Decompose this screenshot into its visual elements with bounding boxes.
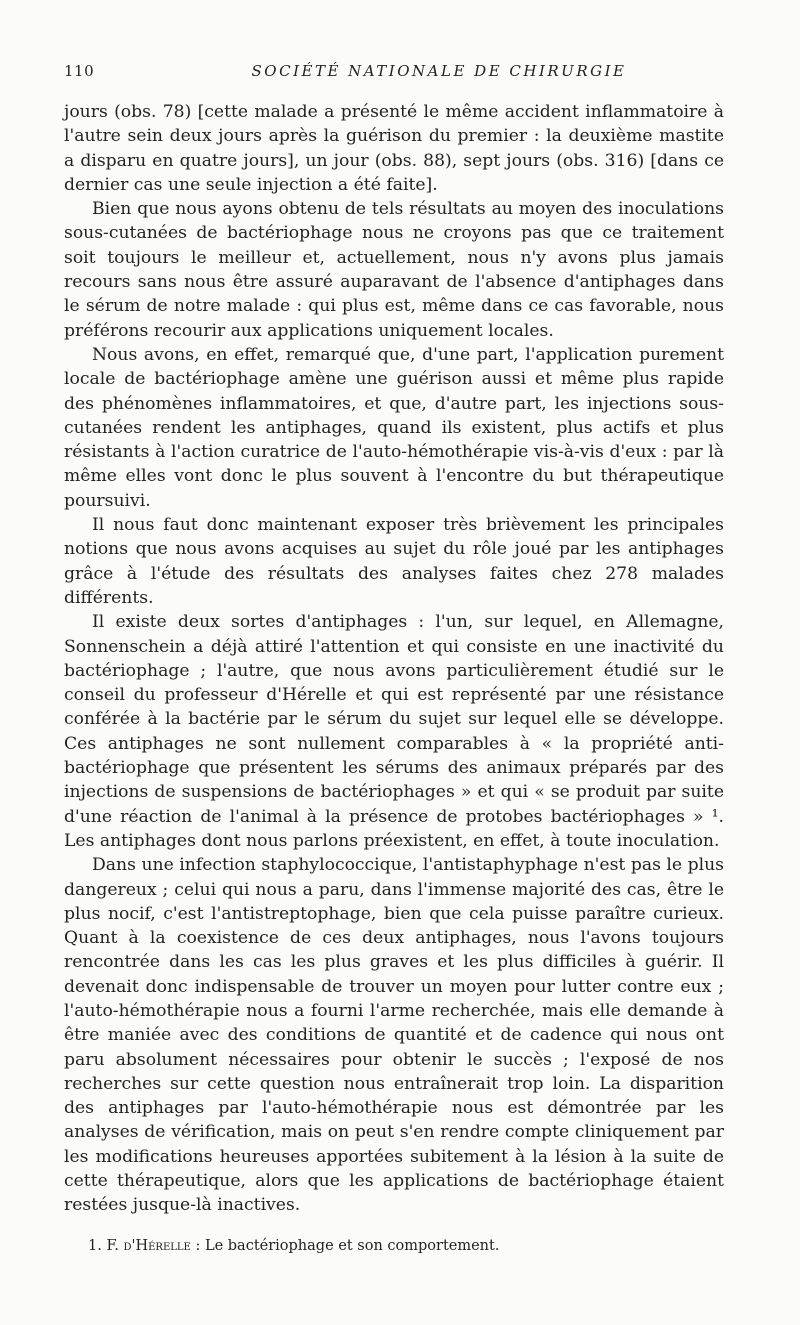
- footnote-author-name: d'Hérelle: [123, 1238, 191, 1254]
- paragraph: Nous avons, en effet, remarqué que, d'une part, l'application purement locale de bactériophage amène une guérison aussi et même plus rapide des phénomènes inflammatoires, et que, d'autre part, les injections sous-cutanées rendent les antiphages, quand ils existent, plus actifs et plus résistants à l'action curatrice de l'auto-hémothérapie vis-à-vis d'eux : par là même elles vont donc le plus souvent à l'encontre du but thérapeutique poursuivi.: [64, 344, 724, 511]
- paragraph: Il nous faut donc maintenant exposer très brièvement les principales notions que nous avons acquises au sujet du rôle joué par les antiphages grâce à l'étude des résultats des analyses faites chez 278 malades différents.: [64, 515, 724, 608]
- body-text: [64, 100, 724, 1218]
- paragraph-continuation: jours (obs. 78) [cette malade a présenté le même accident inflammatoire à l'autre sein deux jours après la guérison du premier : la deuxième mastite a disparu en quatre jours], un jour (obs. 88), sept jours (obs. 316) [dans ce dernier cas une seule injection a été faite].: [64, 102, 724, 195]
- footnote-author-initial: F.: [106, 1238, 119, 1254]
- footnote-separator: :: [195, 1238, 201, 1254]
- paragraph: Bien que nous ayons obtenu de tels résultats au moyen des inoculations sous-cutanées de bactériophage nous ne croyons pas que ce traitement soit toujours le meilleur et, actuellement, nous n'y avons plus jamais recours sans nous être assuré auparavant de l'absence d'antiphages dans le sérum de notre malade : qui plus est, même dans ce cas favorable, nous préférons recourir aux applications uniquement locales.: [64, 199, 724, 341]
- footnote: [88, 1236, 728, 1256]
- paragraph: Dans une infection staphylococcique, l'antistaphyphage n'est pas le plus dangereux ; celui qui nous a paru, dans l'immense majorité des cas, être le plus nocif, c'est l'antistreptophage, bien que cela puisse paraître curieux. Quant à la coexistence de ces deux antiphages, nous l'avons toujours rencontrée dans les cas les plus graves et les plus difficiles à guérir. Il devenait donc indispensable de trouver un moyen pour lutter contre eux ; l'auto-hémothérapie nous a fourni l'arme recherchée, mais elle demande à être maniée avec des conditions de quantité et de cadence qui nous ont paru absolument nécessaires pour obtenir le succès ; l'exposé de nos recherches sur cette question nous entraînerait trop loin. La disparition des antiphages par l'auto-hémothérapie nous est démontrée par les analyses de vérification, mais on peut s'en rendre compte cliniquement par les modifications heureuses apportées subitement à la lésion à la suite de cette thérapeutique, alors que les applications de bactériophage étaient restées jusque-là inactives.: [64, 855, 724, 1216]
- page-number: 110: [64, 62, 95, 80]
- paragraph: Il existe deux sortes d'antiphages : l'un, sur lequel, en Allemagne, Sonnenschein a déjà attiré l'attention et qui consiste en une inactivité du bactériophage ; l'autre, que nous avons particulièrement étudié sur le conseil du professeur d'Hérelle et qui est représenté par une résistance conférée à la bactérie par le sérum du sujet sur lequel elle se développe. Ces antiphages ne sont nullement comparables à « la propriété anti-bactériophage que présentent les sérums des animaux préparés par des injections de suspensions de bactériophages » et qui « se produit par suite d'une réaction de l'animal à la présence de protobes bactériophages » ¹. Les antiphages dont nous parlons préexistent, en effet, à toute inoculation.: [64, 612, 724, 851]
- running-title: SOCIÉTÉ NATIONALE DE CHIRURGIE: [251, 62, 627, 80]
- footnote-number: 1.: [88, 1238, 102, 1254]
- footnote-title: Le bactériophage et son comportement.: [204, 1238, 500, 1254]
- page-header: [64, 62, 724, 84]
